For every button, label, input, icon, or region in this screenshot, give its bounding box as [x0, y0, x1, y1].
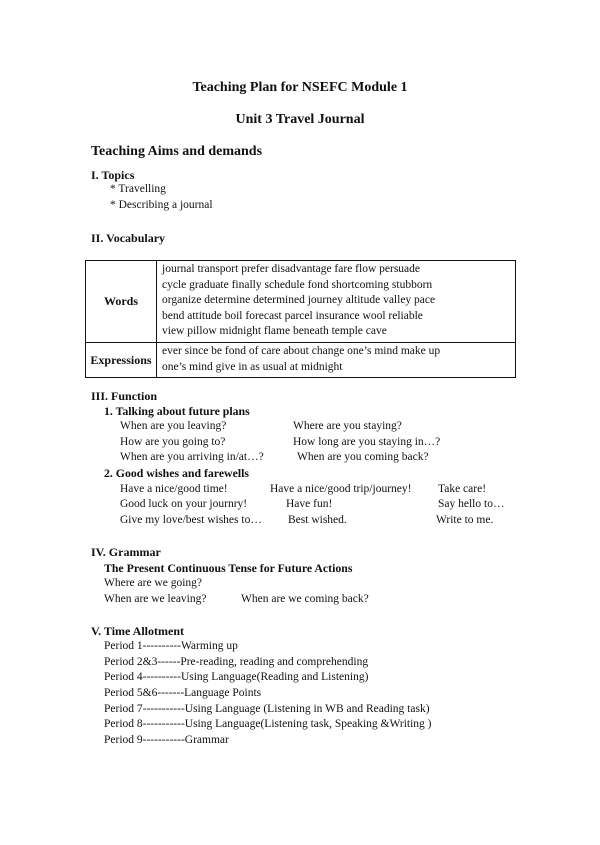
grammar-heading: IV. Grammar: [91, 545, 161, 559]
topic-item: * Describing a journal: [110, 199, 213, 211]
words-row: [86, 261, 516, 343]
function-subheading: 2. Good wishes and farewells: [104, 466, 249, 480]
phrase: When are you arriving in/at…?: [120, 451, 264, 463]
unit-subtitle: Unit 3 Travel Journal: [235, 112, 365, 127]
expressions-label: Expressions: [86, 342, 157, 377]
period-line: Period 9-----------Grammar: [104, 734, 229, 746]
function-heading: III. Function: [91, 389, 158, 403]
vocabulary-table: [85, 260, 516, 378]
phrase: Have fun!: [286, 498, 333, 510]
expressions-line: ever since be fond of care about change one’s mind make up: [162, 344, 441, 357]
words-line: bend attitude boil forecast parcel insurance wool reliable: [162, 309, 423, 322]
phrase: Good luck on your journry!: [120, 498, 248, 510]
period-line: Period 5&6-------Language Points: [104, 687, 262, 699]
phrase: When are you leaving?: [120, 420, 227, 432]
grammar-subheading: The Present Continuous Tense for Future Actions: [104, 561, 353, 575]
topics-heading: I. Topics: [91, 168, 135, 182]
period-line: Period 8-----------Using Language(Listening task, Speaking &Writing ): [104, 718, 432, 730]
grammar-example: When are we coming back?: [241, 593, 369, 605]
grammar-example: When are we leaving?: [104, 593, 207, 605]
expressions-cell: [157, 342, 516, 377]
phrase: Have a nice/good time!: [120, 483, 228, 495]
phrase: How are you going to?: [120, 436, 226, 448]
phrase: How long are you staying in…?: [293, 436, 441, 448]
phrase: When are you coming back?: [297, 451, 429, 463]
period-line: Period 1----------Warming up: [104, 640, 238, 652]
expressions-line: one’s mind give in as usual at midnight: [162, 360, 343, 373]
time-heading: V. Time Allotment: [91, 624, 185, 638]
phrase: Have a nice/good trip/journey!: [270, 483, 412, 495]
aims-heading: Teaching Aims and demands: [91, 144, 263, 159]
phrase: Best wished.: [288, 514, 347, 526]
vocabulary-heading: II. Vocabulary: [91, 231, 166, 245]
phrase: Write to me.: [436, 514, 494, 526]
period-line: Period 4----------Using Language(Reading and Listening): [104, 671, 369, 683]
topic-item: * Travelling: [110, 183, 166, 195]
words-line: organize determine determined journey altitude valley pace: [162, 294, 436, 307]
words-line: cycle graduate finally schedule fond shortcoming stubborn: [162, 278, 433, 291]
words-line: view pillow midnight flame beneath temple cave: [162, 325, 387, 338]
period-line: Period 7-----------Using Language (Listening in WB and Reading task): [104, 703, 430, 715]
expressions-row: [86, 342, 516, 377]
phrase: Say hello to…: [438, 498, 505, 510]
words-line: journal transport prefer disadvantage fare flow persuade: [162, 263, 420, 275]
words-label: Words: [86, 261, 157, 343]
phrase: Give my love/best wishes to…: [120, 514, 262, 526]
words-cell: [157, 261, 516, 343]
grammar-example: Where are we going?: [104, 577, 203, 589]
page-title: Teaching Plan for NSEFC Module 1: [192, 80, 408, 95]
period-line: Period 2&3------Pre-reading, reading and comprehending: [104, 656, 369, 668]
phrase: Take care!: [438, 483, 487, 495]
phrase: Where are you staying?: [293, 420, 402, 432]
function-subheading: 1. Talking about future plans: [104, 404, 250, 418]
